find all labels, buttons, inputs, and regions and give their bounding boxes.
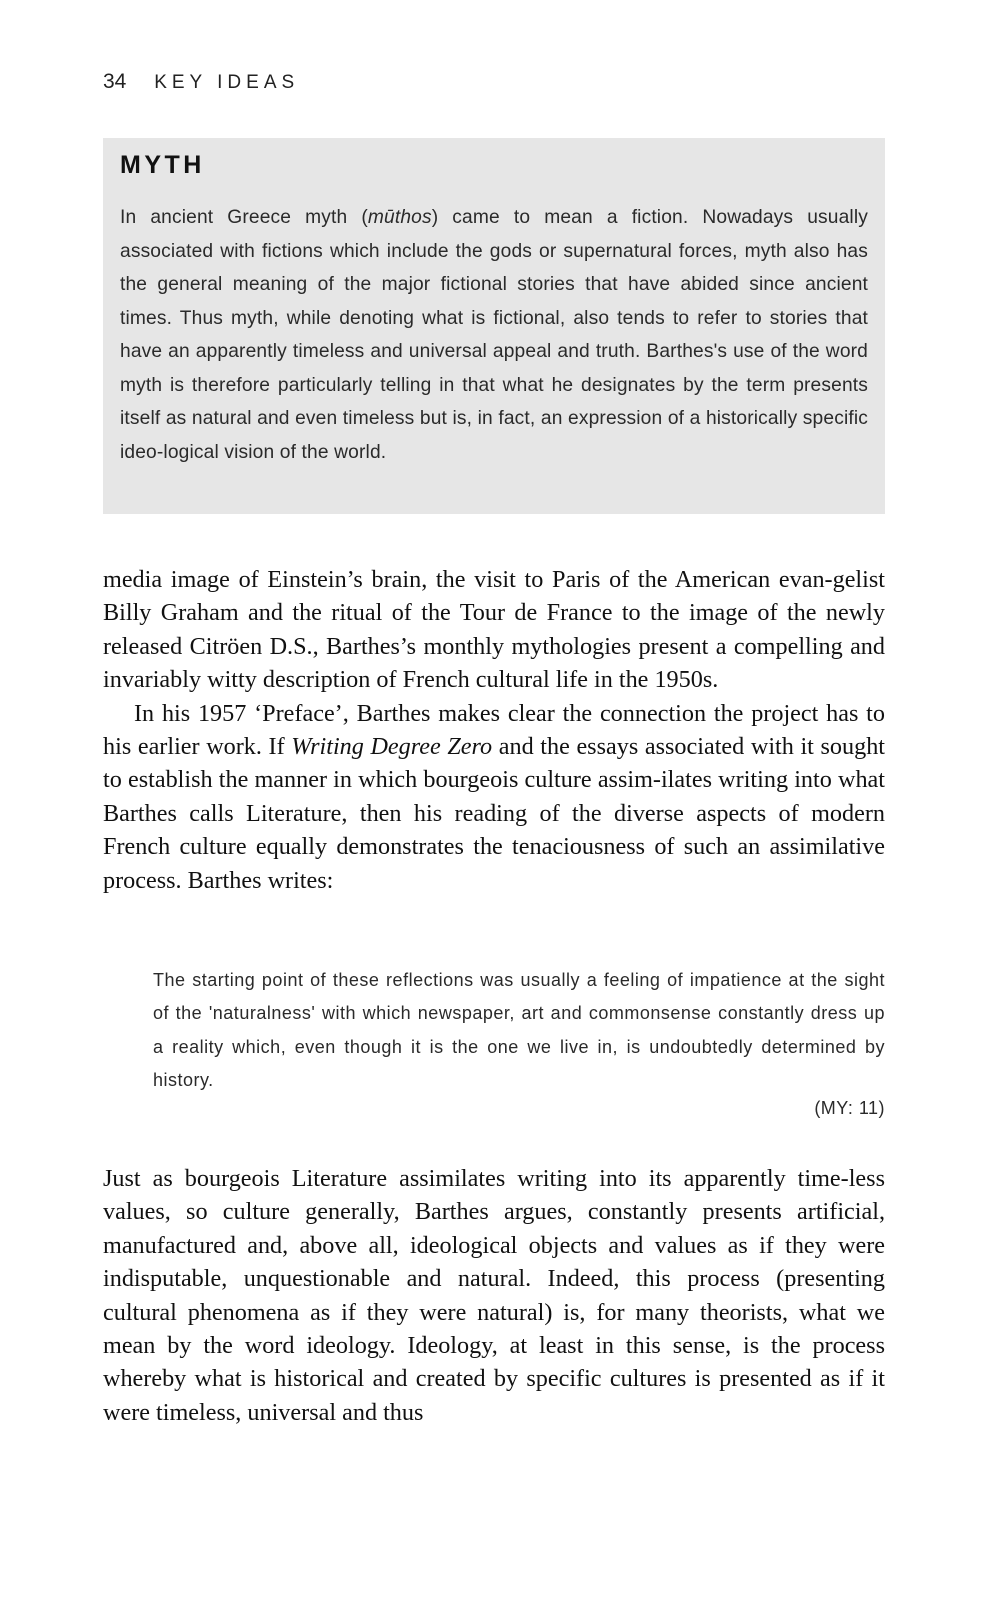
block-quote-citation: (MY: 11) — [814, 1098, 885, 1118]
concept-text-part: ) came to mean a fiction. Nowadays usually associated with fictions which include the gods or supernatural forces, myth also has the general meaning of the major fictional stories that have abided since ancient times. Thus myth, while denoting what is fictional, also tends to refer to stories that have an apparently timeless and universal appeal and truth. Barthes's use of the word myth is therefore particularly telling in that what he designates by the term presents itself as natural and even timeless but is, in fact, an expression of a historically specific ideo-logical vision of the world. — [120, 207, 868, 463]
book-title: Writing Degree Zero — [291, 733, 493, 761]
block-quote — [153, 964, 885, 1098]
concept-text-part: In ancient Greece myth ( — [120, 207, 368, 228]
concept-box-myth — [103, 138, 885, 514]
paragraph-text-part: and the essays associated with it sought to establish the manner in which bourgeois culture assim-ilates writing into what Barthes calls Literature, then his reading of the diverse aspects of modern French culture equally demonstrates the tenaciousness of such an assimilative process. Barthes writes: — [103, 733, 886, 894]
section-title: KEY IDEAS — [154, 72, 300, 93]
block-quote-text: The starting point of these reflections was usually a feeling of impatience at the sight of the 'naturalness' with which newspaper, art and commonsense constantly dress up a reality which, even though it is the one we live in, is undoubtedly determined by history. — [153, 970, 885, 1091]
concept-box-title: MYTH — [120, 151, 205, 179]
concept-box-text — [120, 201, 868, 469]
body-paragraph-1: media image of Einstein’s brain, the visit to Paris of the American evan-gelist Billy Graham and the ritual of the Tour de France to the image of the newly released Citröen D.S., Barthes’s monthly mythologies present a compelling and invariably witty description of French cultural life in the 1950s. — [103, 566, 885, 694]
paragraph-text-part: In his 1957 ‘Preface’, Barthes makes clear the connection the project has to his earlier work. If — [103, 699, 885, 761]
body-section-1 — [103, 563, 885, 897]
body-paragraph-2 — [103, 697, 885, 897]
greek-term: mūthos — [367, 207, 432, 228]
body-paragraph-3: Just as bourgeois Literature assimilates writing into its apparently time-less values, so culture generally, Barthes argues, constantly presents artificial, manufactured and, above all, ideological objects and values as if they were indisputable, unquestionable and natural. Indeed, this process (presenting cultural phenomena as if they were natural) is, for many theorists, what we mean by the word ideology. Ideology, at least in this sense, is the process whereby what is historical and created by specific cultures is presented as if it were timeless, universal and thus — [103, 1165, 885, 1426]
body-section-2 — [103, 1162, 885, 1429]
running-head — [103, 70, 299, 94]
page-number: 34 — [103, 70, 127, 93]
